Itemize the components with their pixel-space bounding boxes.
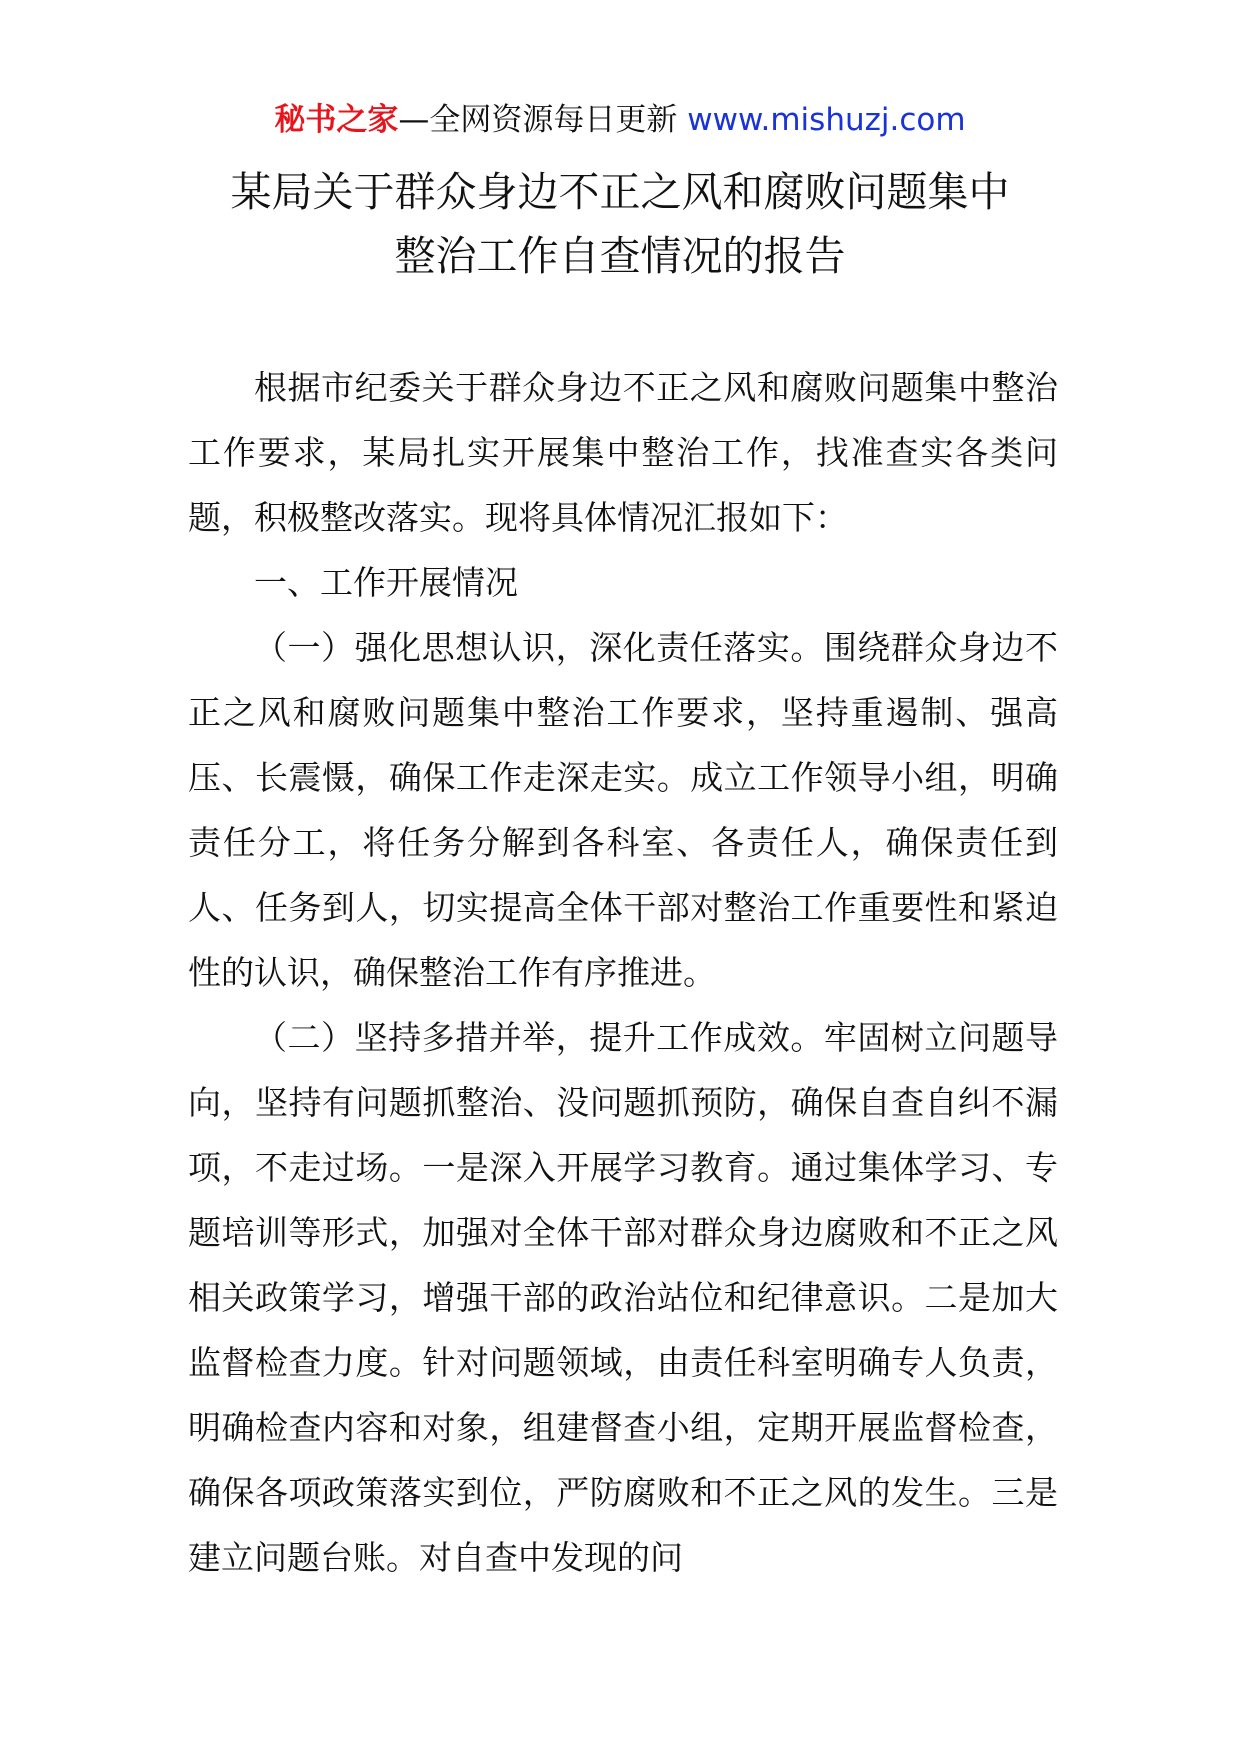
site-header — [0, 100, 1240, 140]
header-tagline: —全网资源每日更新 — [398, 102, 688, 138]
website-link[interactable]: www.mishuzj.com — [687, 102, 966, 138]
document-body — [188, 355, 1058, 1590]
title-line-2: 整治工作自查情况的报告 — [394, 232, 846, 280]
section-heading-1: 一、工作开展情况 — [254, 563, 518, 602]
subsection-paragraph-1: （一）强化思想认识，深化责任落实。围绕群众身边不正之风和腐败问题集中整治工作要求，坚持重遏制、强高压、长震慑，确保工作走深走实。成立工作领导小组，明确责任分工，将任务分解到各科室、各责任人，确保责任到人、任务到人，切实提高全体干部对整治工作重要性和紧迫性的认识，确保整治工作有序推进。 — [188, 628, 1058, 992]
title-line-1: 某局关于群众身边不正之风和腐败问题集中 — [230, 168, 1010, 216]
brand-name: 秘书之家 — [274, 102, 399, 138]
subsection-paragraph-2: （二）坚持多措并举，提升工作成效。牢固树立问题导向，坚持有问题抓整治、没问题抓预防，确保自查自纠不漏项，不走过场。一是深入开展学习教育。通过集体学习、专题培训等形式，加强对全体干部对群众身边腐败和不正之风相关政策学习，增强干部的政治站位和纪律意识。二是加大监督检查力度。针对问题领域，由责任科室明确专人负责，明确检查内容和对象，组建督查小组，定期开展监督检查，确保各项政策落实到位，严防腐败和不正之风的发生。三是建立问题台账。对自查中发现的问 — [188, 1018, 1058, 1577]
document-title — [0, 160, 1240, 288]
intro-paragraph: 根据市纪委关于群众身边不正之风和腐败问题集中整治工作要求，某局扎实开展集中整治工作，找准查实各类问题，积极整改落实。现将具体情况汇报如下： — [188, 368, 1058, 537]
